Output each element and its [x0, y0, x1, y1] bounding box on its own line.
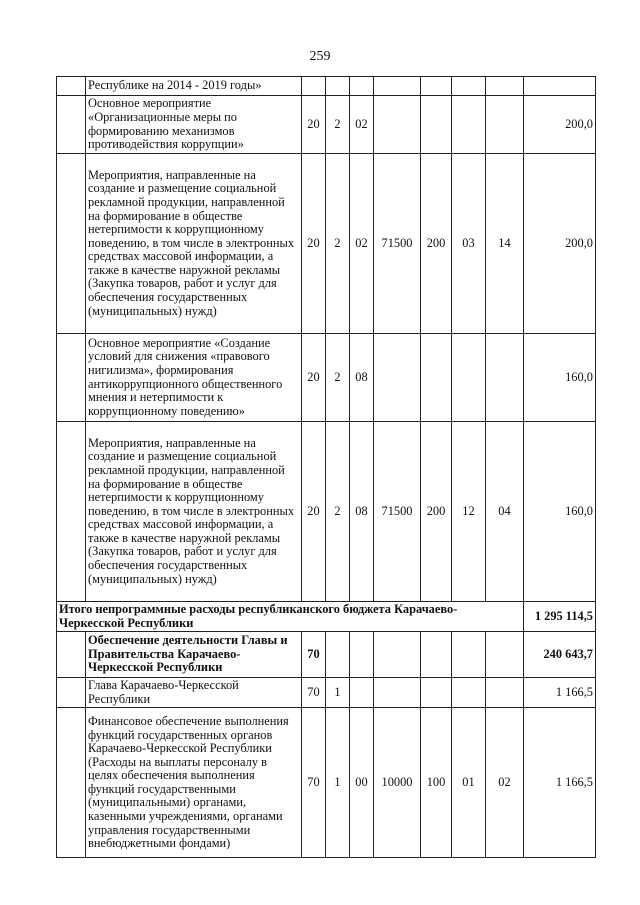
blank-cell	[57, 708, 86, 858]
code-cell	[374, 334, 421, 422]
code-cell	[326, 632, 350, 678]
row-description: Мероприятия, направленные на создание и размещение социальной рекламной продукции, направленной на формирование в обществе нетерпимости к коррупционному поведению, в том числе в электронных средствах массовой информации, а также в качестве наружной рекламы (Закупка товаров, работ и услуг для обеспечения государственных (муниципальных) нужд)	[86, 154, 302, 334]
amount-cell	[524, 77, 596, 96]
total-row	[57, 602, 596, 632]
blank-cell	[57, 632, 86, 678]
amount-cell: 1 166,5	[524, 678, 596, 708]
row-description: Основное мероприятие «Создание условий для снижения «правового нигилизма», формирования антикоррупционного общественного мнения и нетерпимости к коррупционному поведению»	[86, 334, 302, 422]
code-cell: 04	[486, 422, 524, 602]
code-cell: 71500	[374, 154, 421, 334]
total-amount: 1 295 114,5	[524, 602, 596, 632]
row-description: Республике на 2014 - 2019 годы»	[86, 77, 302, 96]
blank-cell	[57, 422, 86, 602]
code-cell: 10000	[374, 708, 421, 858]
code-cell	[486, 632, 524, 678]
code-cell	[374, 678, 421, 708]
code-cell: 02	[350, 96, 374, 154]
page-number: 259	[309, 49, 331, 64]
row-description: Мероприятия, направленные на создание и размещение социальной рекламной продукции, направленной на формирование в обществе нетерпимости к коррупционному поведению, в том числе в электронных средствах массовой информации, а также в качестве наружной рекламы (Закупка товаров, работ и услуг для обеспечения государственных (муниципальных) нужд)	[86, 422, 302, 602]
code-cell	[452, 96, 486, 154]
code-cell	[452, 678, 486, 708]
table-row	[57, 154, 596, 334]
amount-cell: 240 643,7	[524, 632, 596, 678]
code-cell	[302, 77, 326, 96]
code-cell: 08	[350, 334, 374, 422]
code-cell: 200	[421, 154, 452, 334]
code-cell	[326, 77, 350, 96]
code-cell	[350, 678, 374, 708]
code-cell	[421, 632, 452, 678]
code-cell	[452, 334, 486, 422]
code-cell	[486, 678, 524, 708]
code-cell: 03	[452, 154, 486, 334]
amount-cell: 200,0	[524, 154, 596, 334]
code-cell	[350, 632, 374, 678]
code-cell: 71500	[374, 422, 421, 602]
code-cell: 20	[302, 422, 326, 602]
code-cell: 02	[486, 708, 524, 858]
row-description: Обеспечение деятельности Главы и Правительства Карачаево-Черкесской Республики	[86, 632, 302, 678]
table-row	[57, 678, 596, 708]
code-cell: 01	[452, 708, 486, 858]
code-cell: 2	[326, 422, 350, 602]
code-cell: 20	[302, 154, 326, 334]
blank-cell	[57, 96, 86, 154]
row-description: Финансовое обеспечение выполнения функций государственных органов Карачаево-Черкесской Республики (Расходы на выплаты персоналу в целях обеспечения выполнения функций государственными (муниципальными) органами, казенными учреждениями, органами управления государственными внебюджетными фондами)	[86, 708, 302, 858]
code-cell	[421, 77, 452, 96]
blank-cell	[57, 77, 86, 96]
code-cell: 1	[326, 708, 350, 858]
code-cell: 100	[421, 708, 452, 858]
row-description: Основное мероприятие «Организационные меры по формированию механизмов противодействия коррупции»	[86, 96, 302, 154]
row-description: Глава Карачаево-Черкесской Республики	[86, 678, 302, 708]
code-cell: 20	[302, 96, 326, 154]
code-cell: 12	[452, 422, 486, 602]
code-cell: 200	[421, 422, 452, 602]
code-cell	[452, 77, 486, 96]
code-cell: 02	[350, 154, 374, 334]
code-cell: 70	[302, 632, 326, 678]
code-cell: 20	[302, 334, 326, 422]
table-row	[57, 334, 596, 422]
code-cell: 70	[302, 678, 326, 708]
code-cell: 14	[486, 154, 524, 334]
table-row	[57, 422, 596, 602]
code-cell	[374, 77, 421, 96]
code-cell	[486, 77, 524, 96]
code-cell	[350, 77, 374, 96]
table-row	[57, 96, 596, 154]
code-cell	[421, 678, 452, 708]
amount-cell: 1 166,5	[524, 708, 596, 858]
code-cell: 2	[326, 334, 350, 422]
total-label: Итого непрограммные расходы республиканского бюджета Карачаево-Черкесской Республики	[57, 602, 524, 632]
code-cell: 2	[326, 96, 350, 154]
code-cell	[374, 96, 421, 154]
budget-table	[56, 76, 596, 858]
blank-cell	[57, 678, 86, 708]
amount-cell: 160,0	[524, 422, 596, 602]
amount-cell: 200,0	[524, 96, 596, 154]
code-cell: 08	[350, 422, 374, 602]
blank-cell	[57, 334, 86, 422]
code-cell	[374, 632, 421, 678]
code-cell	[421, 96, 452, 154]
table-row	[57, 77, 596, 96]
code-cell	[486, 334, 524, 422]
code-cell: 70	[302, 708, 326, 858]
table-row	[57, 632, 596, 678]
code-cell	[452, 632, 486, 678]
amount-cell: 160,0	[524, 334, 596, 422]
code-cell	[486, 96, 524, 154]
code-cell: 2	[326, 154, 350, 334]
code-cell: 1	[326, 678, 350, 708]
blank-cell	[57, 154, 86, 334]
code-cell	[421, 334, 452, 422]
code-cell: 00	[350, 708, 374, 858]
table-row	[57, 708, 596, 858]
